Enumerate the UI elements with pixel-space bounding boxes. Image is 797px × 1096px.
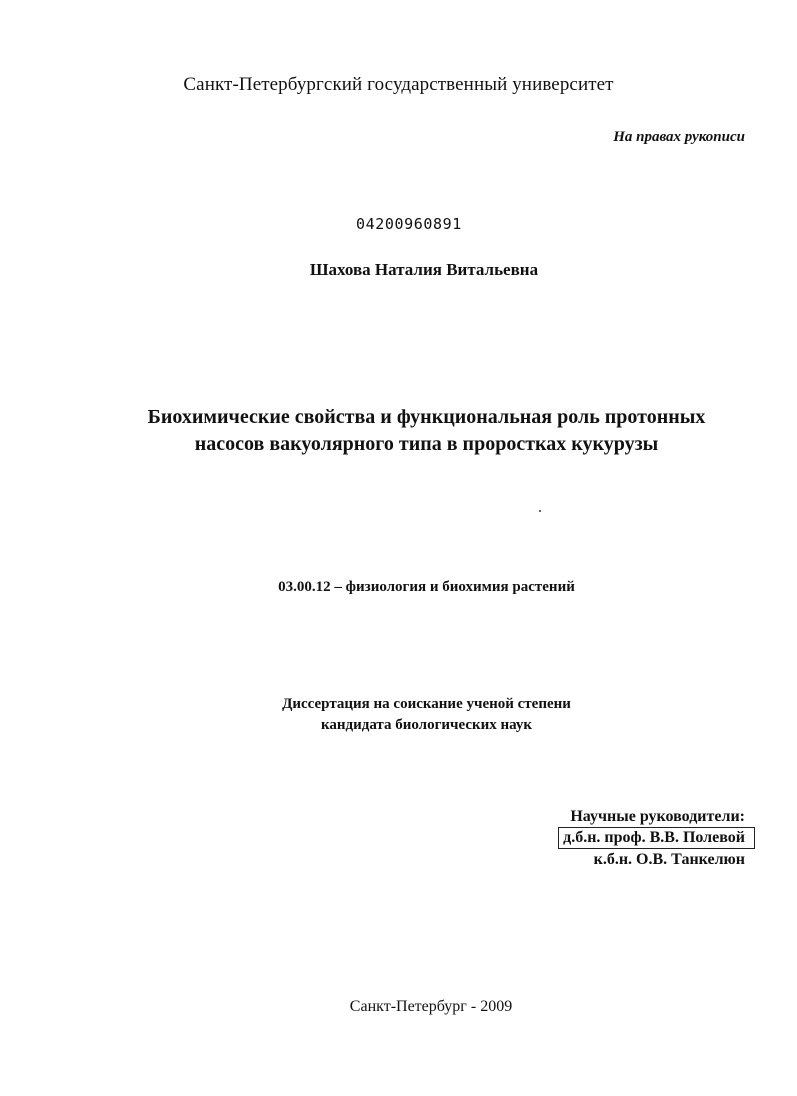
title-line-1: Биохимические свойства и функциональная роль протонных xyxy=(147,406,706,428)
title-line-2: насосов вакуолярного типа в проростках кукурузы xyxy=(194,433,659,455)
specialty-code-and-name: 03.00.12 – физиология и биохимия растений xyxy=(278,579,575,595)
university-name: Санкт-Петербургский государственный университет xyxy=(183,74,614,95)
supervisors-heading: Научные руководители: xyxy=(570,808,745,825)
manuscript-rights-note: На правах рукописи xyxy=(613,129,745,145)
degree-line-1: Диссертация на соискание ученой степени xyxy=(282,696,571,712)
degree-statement xyxy=(0,694,797,736)
degree-line-2: кандидата биологических наук xyxy=(320,717,533,733)
registration-number: 04200960891 xyxy=(356,215,462,233)
supervisor-secondary: к.б.н. О.В. Танкелюн xyxy=(593,851,745,868)
city-and-year: Санкт-Петербург - 2009 xyxy=(349,998,513,1015)
author-name: Шахова Наталия Витальевна xyxy=(309,260,539,279)
dissertation-title xyxy=(0,404,797,458)
scan-dot-mark xyxy=(539,510,541,512)
supervisor-primary-row xyxy=(558,827,745,849)
supervisors-block xyxy=(558,806,745,870)
supervisor-primary: д.б.н. проф. В.В. Полевой xyxy=(558,827,755,849)
